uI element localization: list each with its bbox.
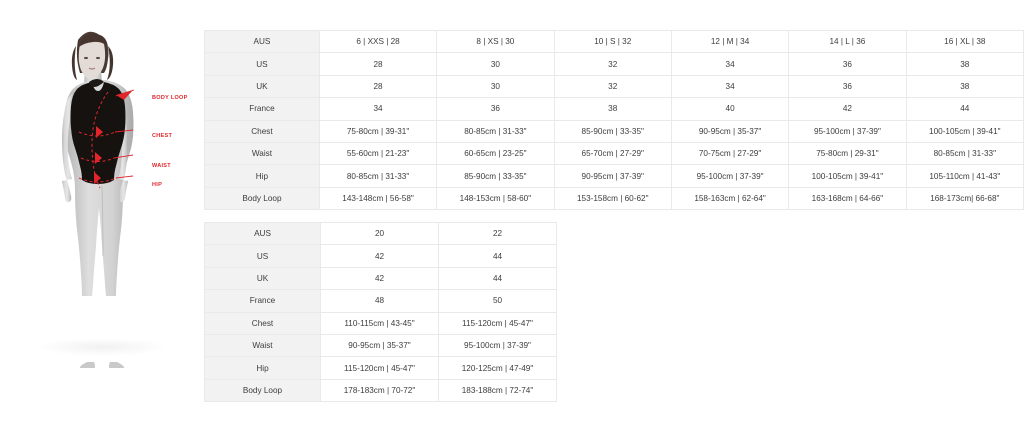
size-main-cell: 36 bbox=[789, 53, 906, 75]
size-main-cell: 153-158cm | 60-62" bbox=[554, 187, 671, 209]
size-chart-extended-table bbox=[204, 222, 557, 402]
size-ext-row-label: US bbox=[205, 245, 321, 267]
size-main-cell: 168-173cm| 66-68" bbox=[906, 187, 1023, 209]
foot-left bbox=[80, 362, 95, 368]
table-row bbox=[205, 379, 557, 401]
foot-right bbox=[109, 362, 124, 368]
size-ext-cell: 44 bbox=[439, 245, 557, 267]
table-row bbox=[205, 120, 1024, 142]
size-chart-extended-body bbox=[205, 223, 557, 402]
size-main-cell: 95-100cm | 37-39" bbox=[671, 165, 788, 187]
size-ext-cell: 44 bbox=[439, 267, 557, 289]
size-chart-main-wrapper bbox=[204, 30, 1024, 210]
size-ext-cell: 42 bbox=[321, 245, 439, 267]
waist-label: WAIST bbox=[152, 163, 171, 169]
size-main-cell: 30 bbox=[437, 53, 554, 75]
table-row bbox=[205, 187, 1024, 209]
size-main-cell: 8 | XS | 30 bbox=[437, 31, 554, 53]
table-row bbox=[205, 98, 1024, 120]
size-ext-row-label: Hip bbox=[205, 357, 321, 379]
size-main-row-label: Hip bbox=[205, 165, 320, 187]
size-main-cell: 34 bbox=[671, 53, 788, 75]
size-chart-extended-wrapper bbox=[204, 222, 557, 402]
size-main-cell: 12 | M | 34 bbox=[671, 31, 788, 53]
size-main-cell: 148-153cm | 58-60" bbox=[437, 187, 554, 209]
table-row bbox=[205, 334, 557, 356]
size-ext-row-label: Waist bbox=[205, 334, 321, 356]
size-main-cell: 105-110cm | 41-43" bbox=[906, 165, 1023, 187]
size-main-cell: 85-90cm | 33-35" bbox=[437, 165, 554, 187]
hand-left bbox=[62, 180, 71, 202]
table-row bbox=[205, 31, 1024, 53]
table-row bbox=[205, 142, 1024, 164]
size-main-row-label: Chest bbox=[205, 120, 320, 142]
size-main-row-label: Waist bbox=[205, 142, 320, 164]
size-ext-row-label: Chest bbox=[205, 312, 321, 334]
size-main-cell: 34 bbox=[319, 98, 436, 120]
size-ext-row-label: UK bbox=[205, 267, 321, 289]
table-row bbox=[205, 290, 557, 312]
model-figure-illustration bbox=[30, 18, 200, 368]
size-main-cell: 80-85cm | 31-33" bbox=[906, 142, 1023, 164]
size-main-row-label: AUS bbox=[205, 31, 320, 53]
size-ext-row-label: France bbox=[205, 290, 321, 312]
size-main-cell: 75-80cm | 39-31" bbox=[319, 120, 436, 142]
size-main-cell: 85-90cm | 33-35" bbox=[554, 120, 671, 142]
size-ext-cell: 95-100cm | 37-39" bbox=[439, 334, 557, 356]
table-row bbox=[205, 165, 1024, 187]
size-main-cell: 28 bbox=[319, 75, 436, 97]
size-ext-cell: 90-95cm | 35-37" bbox=[321, 334, 439, 356]
size-ext-row-label: AUS bbox=[205, 223, 321, 245]
chest-label: CHEST bbox=[152, 133, 173, 139]
size-main-cell: 6 | XXS | 28 bbox=[319, 31, 436, 53]
size-main-cell: 70-75cm | 27-29" bbox=[671, 142, 788, 164]
size-main-row-label: Body Loop bbox=[205, 187, 320, 209]
size-chart-main-table bbox=[204, 30, 1024, 210]
size-main-cell: 65-70cm | 27-29" bbox=[554, 142, 671, 164]
size-main-cell: 40 bbox=[671, 98, 788, 120]
eye-right bbox=[96, 57, 100, 59]
size-main-cell: 38 bbox=[906, 75, 1023, 97]
size-main-cell: 16 | XL | 38 bbox=[906, 31, 1023, 53]
size-main-row-label: France bbox=[205, 98, 320, 120]
size-main-cell: 10 | S | 32 bbox=[554, 31, 671, 53]
size-ext-cell: 183-188cm | 72-74" bbox=[439, 379, 557, 401]
size-main-cell: 90-95cm | 35-37" bbox=[671, 120, 788, 142]
size-main-cell: 36 bbox=[789, 75, 906, 97]
size-main-cell: 44 bbox=[906, 98, 1023, 120]
body-loop-label: BODY LOOP bbox=[152, 95, 188, 101]
size-main-cell: 100-105cm | 39-41" bbox=[906, 120, 1023, 142]
size-main-cell: 38 bbox=[906, 53, 1023, 75]
size-main-cell: 143-148cm | 56-58" bbox=[319, 187, 436, 209]
table-row bbox=[205, 245, 557, 267]
size-main-cell: 90-95cm | 37-39" bbox=[554, 165, 671, 187]
size-ext-cell: 115-120cm | 45-47" bbox=[439, 312, 557, 334]
table-row bbox=[205, 53, 1024, 75]
size-ext-row-label: Body Loop bbox=[205, 379, 321, 401]
size-main-row-label: US bbox=[205, 53, 320, 75]
size-main-cell: 60-65cm | 23-25" bbox=[437, 142, 554, 164]
size-ext-cell: 120-125cm | 47-49" bbox=[439, 357, 557, 379]
size-main-cell: 42 bbox=[789, 98, 906, 120]
size-main-cell: 100-105cm | 39-41" bbox=[789, 165, 906, 187]
size-main-cell: 36 bbox=[437, 98, 554, 120]
size-ext-cell: 110-115cm | 43-45" bbox=[321, 312, 439, 334]
table-row bbox=[205, 312, 557, 334]
size-ext-cell: 178-183cm | 70-72" bbox=[321, 379, 439, 401]
hair-side-left bbox=[72, 46, 77, 80]
size-main-cell: 28 bbox=[319, 53, 436, 75]
size-main-row-label: UK bbox=[205, 75, 320, 97]
size-ext-cell: 115-120cm | 45-47" bbox=[321, 357, 439, 379]
size-main-cell: 80-85cm | 31-33" bbox=[437, 120, 554, 142]
size-ext-cell: 20 bbox=[321, 223, 439, 245]
size-ext-cell: 48 bbox=[321, 290, 439, 312]
size-main-cell: 34 bbox=[671, 75, 788, 97]
table-row bbox=[205, 223, 557, 245]
size-ext-cell: 42 bbox=[321, 267, 439, 289]
size-ext-cell: 50 bbox=[439, 290, 557, 312]
size-chart-main-body bbox=[205, 31, 1024, 210]
size-main-cell: 30 bbox=[437, 75, 554, 97]
table-row bbox=[205, 267, 557, 289]
figure-ground-shadow bbox=[38, 338, 168, 356]
size-main-cell: 80-85cm | 31-33" bbox=[319, 165, 436, 187]
hip-label: HIP bbox=[152, 182, 163, 188]
size-main-cell: 158-163cm | 62-64" bbox=[671, 187, 788, 209]
size-main-cell: 95-100cm | 37-39" bbox=[789, 120, 906, 142]
table-row bbox=[205, 75, 1024, 97]
size-ext-cell: 22 bbox=[439, 223, 557, 245]
measurement-figure-panel bbox=[0, 0, 200, 429]
size-main-cell: 32 bbox=[554, 53, 671, 75]
size-main-cell: 75-80cm | 29-31" bbox=[789, 142, 906, 164]
table-row bbox=[205, 357, 557, 379]
size-main-cell: 55-60cm | 21-23" bbox=[319, 142, 436, 164]
size-main-cell: 32 bbox=[554, 75, 671, 97]
size-main-cell: 38 bbox=[554, 98, 671, 120]
size-main-cell: 14 | L | 36 bbox=[789, 31, 906, 53]
eye-left bbox=[84, 57, 88, 59]
size-main-cell: 163-168cm | 64-66" bbox=[789, 187, 906, 209]
